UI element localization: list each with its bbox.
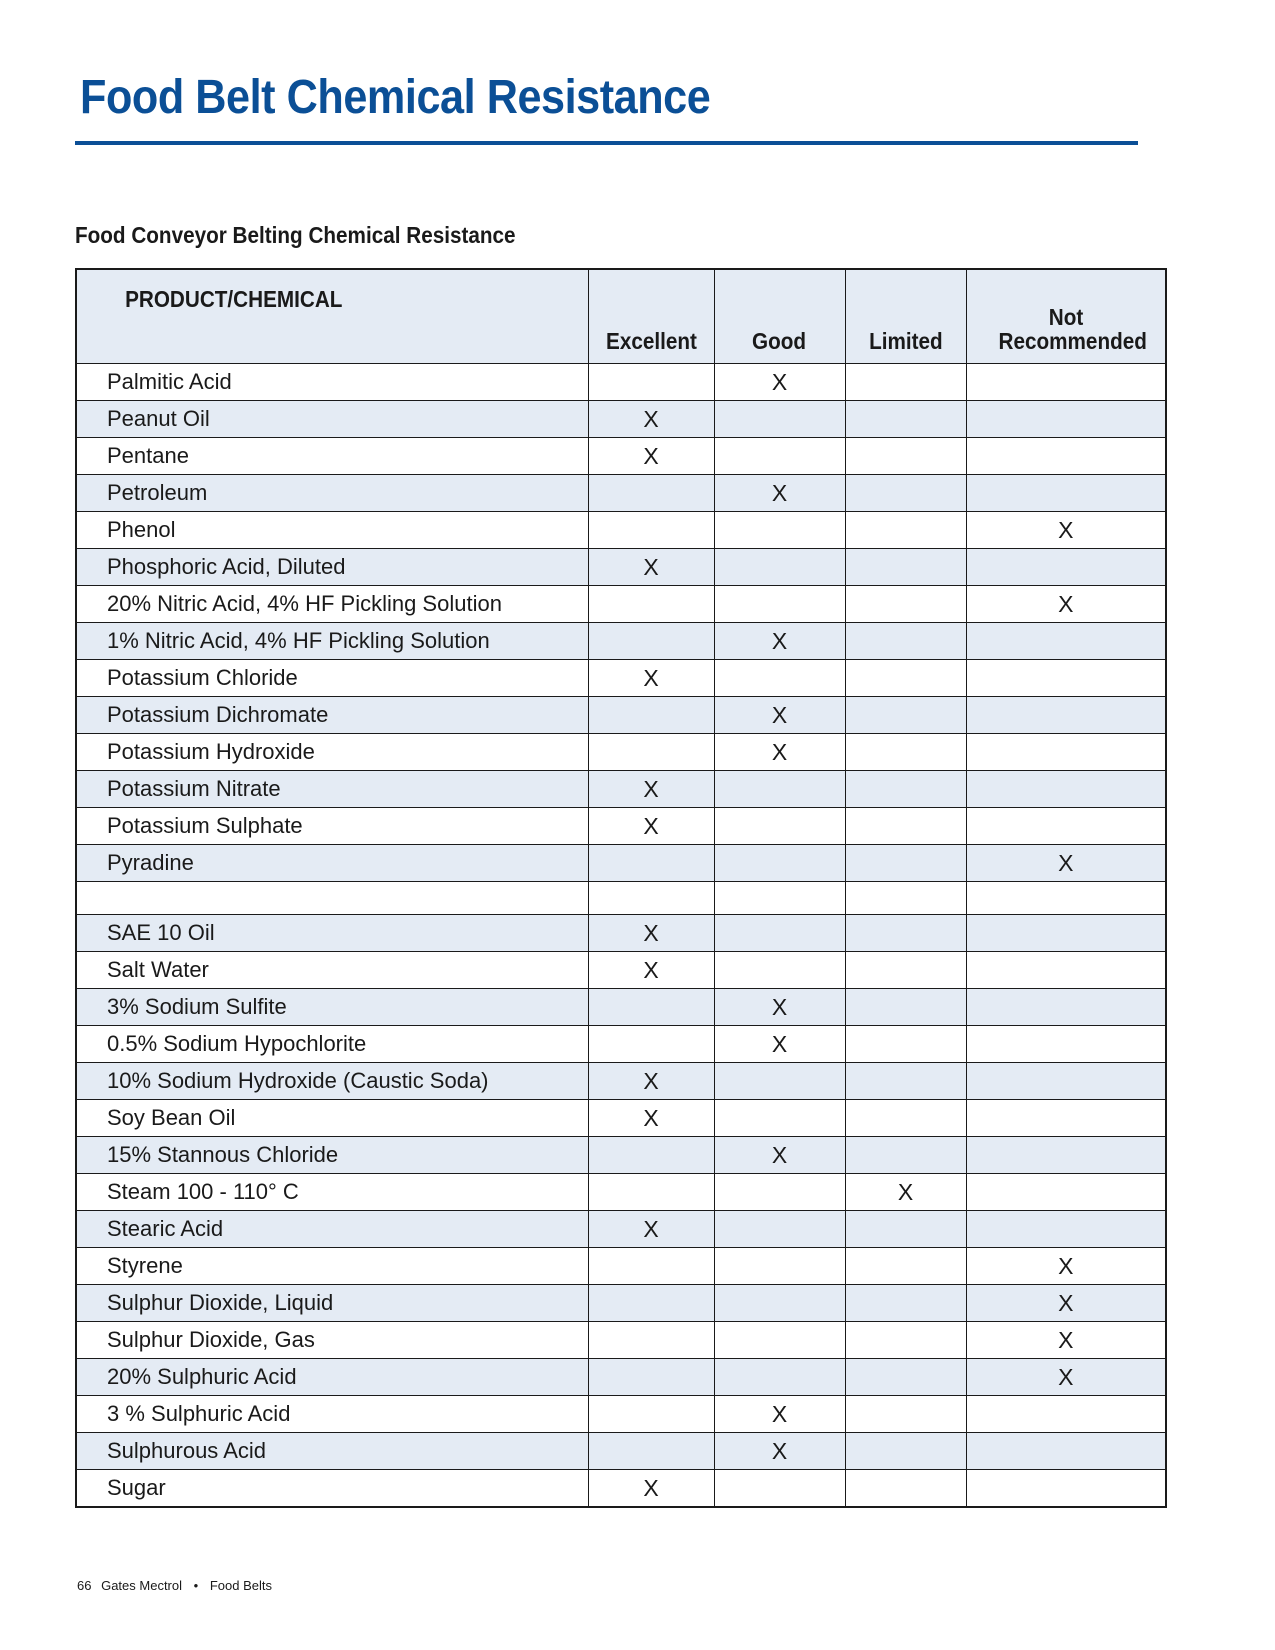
rating-limited-cell: X [845,1174,966,1211]
table-row [76,808,1166,845]
rating-excellent-cell [588,586,714,623]
table-row [76,734,1166,771]
footer-brand: Gates Mectrol [101,1578,183,1593]
rating-excellent-cell [588,364,714,401]
table-row [76,660,1166,697]
chemical-name-cell: Potassium Hydroxide [76,734,588,771]
rating-not-recommended-cell [966,808,1166,845]
chemical-name-cell: Sulphur Dioxide, Liquid [76,1285,588,1322]
header-excellent [588,269,714,364]
rating-limited-cell [845,989,966,1026]
chemical-name-cell: Steam 100 - 110° C [76,1174,588,1211]
rating-good-cell [714,1248,845,1285]
rating-good-cell [714,1100,845,1137]
rating-excellent-cell [588,734,714,771]
rating-excellent-cell [588,845,714,882]
footer-section: Food Belts [209,1578,272,1593]
rating-excellent-cell [588,882,714,915]
rating-not-recommended-cell: X [966,1359,1166,1396]
rating-excellent-cell: X [588,915,714,952]
table-row [76,401,1166,438]
rating-limited-cell [845,1359,966,1396]
rating-excellent-cell: X [588,952,714,989]
rating-good-cell: X [714,1137,845,1174]
rating-not-recommended-cell [966,734,1166,771]
chemical-name-cell: 20% Sulphuric Acid [76,1359,588,1396]
rating-excellent-cell: X [588,660,714,697]
rating-excellent-cell [588,1433,714,1470]
chemical-name-cell: 15% Stannous Chloride [76,1137,588,1174]
rating-excellent-cell [588,1137,714,1174]
table-row [76,549,1166,586]
chemical-name-cell: 1% Nitric Acid, 4% HF Pickling Solution [76,623,588,660]
table-row [76,586,1166,623]
rating-good-cell: X [714,734,845,771]
rating-not-recommended-cell [966,1100,1166,1137]
table-header-row [76,269,1166,364]
table-row [76,1211,1166,1248]
rating-excellent-cell: X [588,771,714,808]
rating-good-cell: X [714,989,845,1026]
rating-not-recommended-cell [966,549,1166,586]
chemical-name-cell: Soy Bean Oil [76,1100,588,1137]
chemical-name-cell: 0.5% Sodium Hypochlorite [76,1026,588,1063]
rating-good-cell [714,915,845,952]
rating-not-recommended-cell [966,475,1166,512]
chemical-name-cell: Peanut Oil [76,401,588,438]
rating-good-cell: X [714,364,845,401]
rating-excellent-cell: X [588,549,714,586]
rating-good-cell [714,1174,845,1211]
chemical-name-cell: Styrene [76,1248,588,1285]
table-row [76,1322,1166,1359]
rating-limited-cell [845,1433,966,1470]
rating-limited-cell [845,1137,966,1174]
rating-limited-cell [845,549,966,586]
rating-good-cell [714,401,845,438]
rating-excellent-cell: X [588,1100,714,1137]
header-not-recommended-label: Not Recommended [998,304,1147,354]
rating-limited-cell [845,1100,966,1137]
table-row [76,512,1166,549]
rating-excellent-cell [588,475,714,512]
rating-excellent-cell [588,623,714,660]
rating-not-recommended-cell: X [966,512,1166,549]
rating-excellent-cell: X [588,1211,714,1248]
chemical-name-cell: Phosphoric Acid, Diluted [76,549,588,586]
rating-good-cell: X [714,475,845,512]
rating-limited-cell [845,475,966,512]
rating-limited-cell [845,697,966,734]
table-row [76,438,1166,475]
header-limited-label: Limited [868,328,943,354]
table-row [76,1396,1166,1433]
table-row [76,1285,1166,1322]
rating-not-recommended-cell: X [966,1285,1166,1322]
rating-limited-cell [845,915,966,952]
rating-limited-cell [845,1063,966,1100]
table-row [76,882,1166,915]
rating-limited-cell [845,771,966,808]
rating-not-recommended-cell [966,697,1166,734]
rating-good-cell: X [714,697,845,734]
rating-good-cell [714,845,845,882]
rating-excellent-cell [588,1396,714,1433]
chemical-name-cell: Sulphurous Acid [76,1433,588,1470]
header-product-label: PRODUCT/CHEMICAL [125,286,343,312]
chemical-name-cell: SAE 10 Oil [76,915,588,952]
table-row [76,623,1166,660]
rating-excellent-cell: X [588,401,714,438]
rating-limited-cell [845,1248,966,1285]
rating-limited-cell [845,1470,966,1508]
rating-excellent-cell: X [588,808,714,845]
chemical-name-cell: 3% Sodium Sulfite [76,989,588,1026]
rating-not-recommended-cell [966,882,1166,915]
rating-not-recommended-cell [966,1396,1166,1433]
table-row [76,1433,1166,1470]
rating-limited-cell [845,882,966,915]
rating-not-recommended-cell: X [966,586,1166,623]
footer-page-number: 66 [77,1578,92,1593]
rating-not-recommended-cell [966,623,1166,660]
rating-limited-cell [845,401,966,438]
rating-limited-cell [845,364,966,401]
rating-limited-cell [845,1285,966,1322]
rating-not-recommended-cell [966,1174,1166,1211]
rating-limited-cell [845,952,966,989]
rating-good-cell [714,660,845,697]
rating-excellent-cell: X [588,1063,714,1100]
rating-good-cell: X [714,1026,845,1063]
rating-limited-cell [845,438,966,475]
rating-excellent-cell [588,512,714,549]
rating-not-recommended-cell: X [966,845,1166,882]
chemical-name-cell: 3 % Sulphuric Acid [76,1396,588,1433]
chemical-name-cell: Potassium Chloride [76,660,588,697]
rating-not-recommended-cell [966,1211,1166,1248]
chemical-name-cell: Salt Water [76,952,588,989]
footer-separator: • [193,1578,199,1593]
rating-excellent-cell [588,697,714,734]
rating-not-recommended-cell [966,660,1166,697]
rating-good-cell [714,952,845,989]
rating-not-recommended-cell [966,1063,1166,1100]
rating-good-cell [714,586,845,623]
rating-not-recommended-cell [966,438,1166,475]
chemical-name-cell: Stearic Acid [76,1211,588,1248]
chemical-name-cell: Potassium Nitrate [76,771,588,808]
table-row [76,1100,1166,1137]
rating-good-cell [714,1285,845,1322]
chemical-name-cell: 20% Nitric Acid, 4% HF Pickling Solution [76,586,588,623]
header-good [714,269,845,364]
rating-good-cell [714,1470,845,1508]
rating-good-cell: X [714,1433,845,1470]
rating-not-recommended-cell [966,1137,1166,1174]
rating-good-cell [714,808,845,845]
rating-limited-cell [845,512,966,549]
rating-good-cell [714,1063,845,1100]
rating-limited-cell [845,1026,966,1063]
table-row [76,952,1166,989]
rating-limited-cell [845,586,966,623]
rating-excellent-cell [588,1026,714,1063]
rating-limited-cell [845,1396,966,1433]
rating-good-cell [714,438,845,475]
title-divider [75,141,1138,145]
table-row [76,1470,1166,1508]
rating-excellent-cell [588,989,714,1026]
chemical-name-cell: Palmitic Acid [76,364,588,401]
rating-excellent-cell [588,1285,714,1322]
chemical-name-cell: Sulphur Dioxide, Gas [76,1322,588,1359]
rating-good-cell [714,1211,845,1248]
rating-limited-cell [845,623,966,660]
rating-limited-cell [845,1211,966,1248]
rating-not-recommended-cell: X [966,1248,1166,1285]
rating-excellent-cell [588,1322,714,1359]
chemical-name-cell [76,882,588,915]
table-row [76,989,1166,1026]
chemical-name-cell: Potassium Sulphate [76,808,588,845]
rating-good-cell [714,771,845,808]
table-row [76,697,1166,734]
header-excellent-label: Excellent [605,328,697,354]
rating-not-recommended-cell [966,915,1166,952]
rating-not-recommended-cell [966,989,1166,1026]
chemical-name-cell: Petroleum [76,475,588,512]
header-limited [845,269,966,364]
rating-not-recommended-cell [966,952,1166,989]
table-row [76,771,1166,808]
table-row [76,1137,1166,1174]
chemical-name-cell: Pentane [76,438,588,475]
page-title: Food Belt Chemical Resistance [80,71,711,124]
table-row [76,915,1166,952]
page-footer [77,1578,272,1593]
table-row [76,1174,1166,1211]
rating-excellent-cell: X [588,438,714,475]
chemical-name-cell: Sugar [76,1470,588,1508]
chemical-name-cell: Phenol [76,512,588,549]
rating-not-recommended-cell [966,1026,1166,1063]
rating-good-cell [714,1322,845,1359]
rating-not-recommended-cell [966,364,1166,401]
rating-not-recommended-cell [966,1433,1166,1470]
header-good-label: Good [752,328,807,354]
rating-not-recommended-cell [966,771,1166,808]
table-row [76,1359,1166,1396]
chemical-name-cell: Potassium Dichromate [76,697,588,734]
table-row [76,1248,1166,1285]
rating-limited-cell [845,1322,966,1359]
rating-excellent-cell [588,1359,714,1396]
rating-not-recommended-cell [966,1470,1166,1508]
rating-not-recommended-cell: X [966,1322,1166,1359]
chemical-name-cell: Pyradine [76,845,588,882]
chemical-name-cell: 10% Sodium Hydroxide (Caustic Soda) [76,1063,588,1100]
rating-good-cell [714,512,845,549]
rating-good-cell: X [714,623,845,660]
rating-limited-cell [845,808,966,845]
rating-limited-cell [845,845,966,882]
table-row [76,1063,1166,1100]
rating-excellent-cell [588,1248,714,1285]
rating-limited-cell [845,734,966,771]
header-not-recommended [966,269,1166,364]
rating-good-cell [714,882,845,915]
section-title: Food Conveyor Belting Chemical Resistance [75,222,516,248]
rating-good-cell: X [714,1396,845,1433]
rating-excellent-cell [588,1174,714,1211]
table-row [76,475,1166,512]
header-product [76,269,588,364]
rating-limited-cell [845,660,966,697]
rating-excellent-cell: X [588,1470,714,1508]
table-body [76,364,1166,1508]
table-row [76,845,1166,882]
table-row [76,1026,1166,1063]
rating-not-recommended-cell [966,401,1166,438]
table-row [76,364,1166,401]
rating-good-cell [714,549,845,586]
chemical-resistance-table [75,268,1167,1508]
rating-good-cell [714,1359,845,1396]
